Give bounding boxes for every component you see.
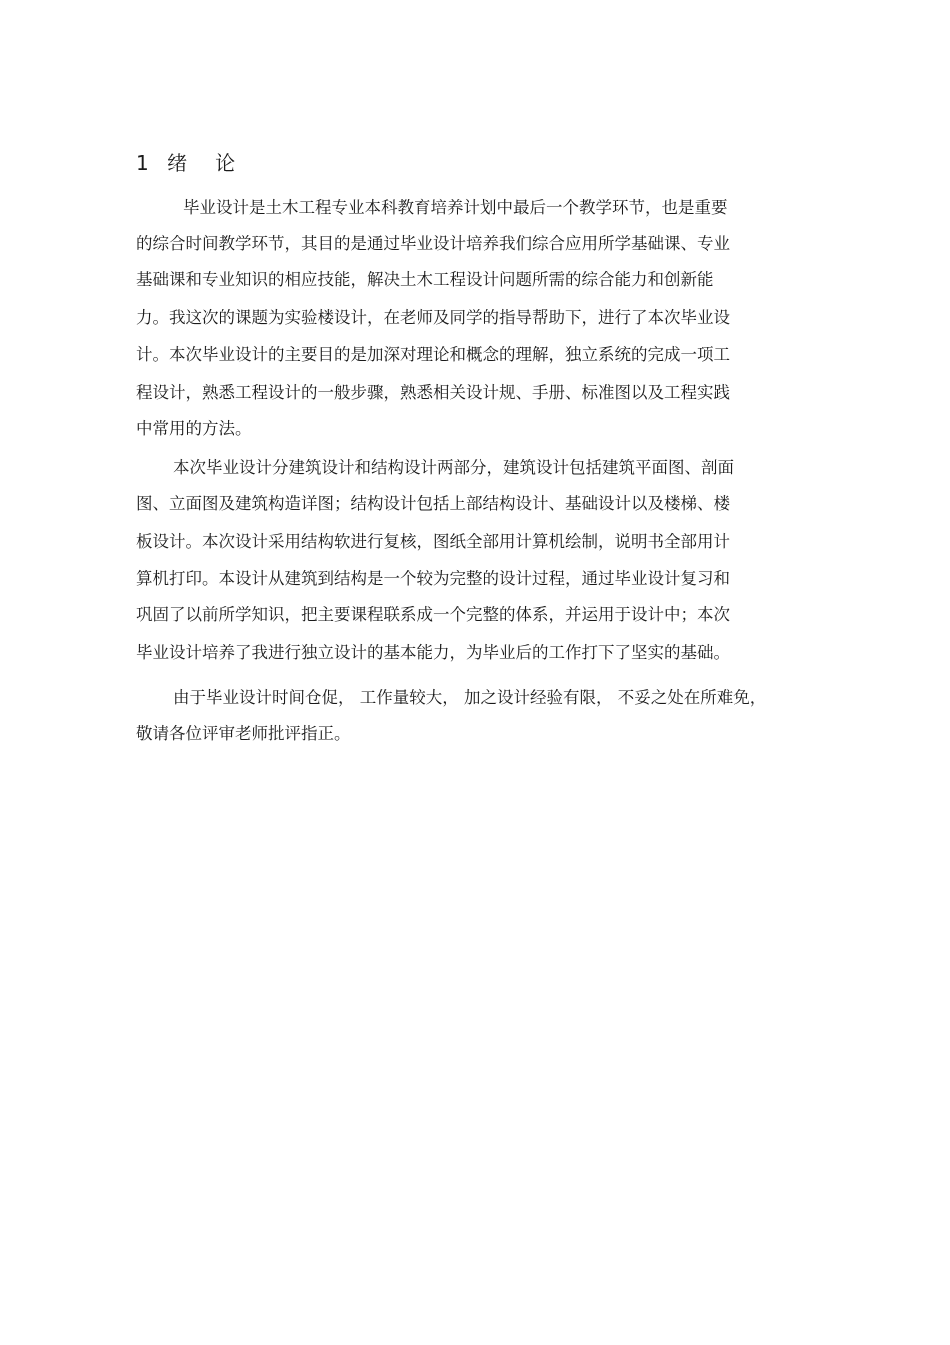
section-number: 1 xyxy=(136,151,149,175)
paragraph-line: 计。本次毕业设计的主要目的是加深对理论和概念的理解，独立系统的完成一项工 xyxy=(136,345,730,364)
paragraph-line: 中常用的方法。 xyxy=(136,419,252,438)
paragraph-line: 毕业设计是土木工程专业本科教育培养计划中最后一个教学环节，也是重要 xyxy=(183,198,728,217)
paragraph-line: 图、立面图及建筑构造详图；结构设计包括上部结构设计、基础设计以及楼梯、楼 xyxy=(136,494,730,513)
section-title: 绪论 xyxy=(167,151,264,175)
paragraph-line: 算机打印。本设计从建筑到结构是一个较为完整的设计过程，通过毕业设计复习和 xyxy=(136,569,730,588)
paragraph-line: 敬请各位评审老师批评指正。 xyxy=(136,724,351,743)
paragraph-line: 板设计。本次设计采用结构软进行复核，图纸全部用计算机绘制，说明书全部用计 xyxy=(136,532,730,551)
paragraph-line: 毕业设计培养了我进行独立设计的基本能力，为毕业后的工作打下了坚实的基础。 xyxy=(136,643,730,662)
section-heading xyxy=(136,150,263,176)
paragraph-line: 由于毕业设计时间仓促， 工作量较大， 加之设计经验有限， 不妥之处在所难免， xyxy=(173,688,767,707)
paragraph-line: 的综合时间教学环节，其目的是通过毕业设计培养我们综合应用所学基础课、专业 xyxy=(136,234,730,253)
paragraph-line: 力。我这次的课题为实验楼设计，在老师及同学的指导帮助下，进行了本次毕业设 xyxy=(136,308,730,327)
paragraph-line: 程设计，熟悉工程设计的一般步骤，熟悉相关设计规、手册、标准图以及工程实践 xyxy=(136,383,730,402)
paragraph-line: 基础课和专业知识的相应技能，解决土木工程设计问题所需的综合能力和创新能 xyxy=(136,270,714,289)
paragraph-line: 巩固了以前所学知识，把主要课程联系成一个完整的体系，并运用于设计中；本次 xyxy=(136,605,730,624)
paragraph-line: 本次毕业设计分建筑设计和结构设计两部分，建筑设计包括建筑平面图、剖面 xyxy=(173,458,734,477)
